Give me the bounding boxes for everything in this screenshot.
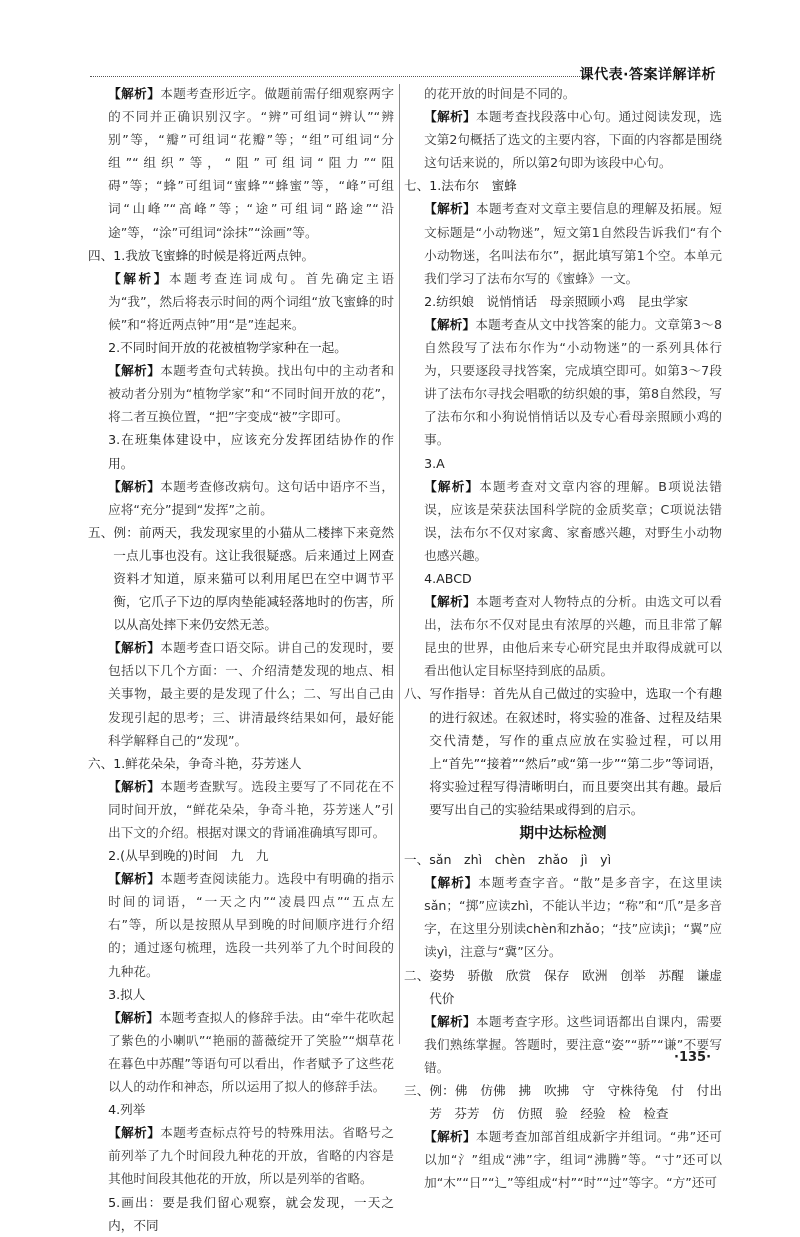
explanation-text: 本题考查字音。“散”是多音字，在这里读sǎn；“掷”应读zhì，不能认半边；“称”和“爪”是多音字，在这里分别读chèn和zhǎo；“技”应读jì；“翼”应读yì，注意与“冀”区分。 [424, 875, 722, 960]
explanation-text: 本题考查默写。选段主要写了不同花在不同时间开放，“鲜花朵朵，争奇斗艳，芬芳迷人”引出下文的介绍。根据对课文的背诵准确填写即可。 [108, 778, 395, 840]
answer-line: 七、1.法布尔 蜜蜂 [404, 178, 517, 194]
explanation-text: 本题考查连词成句。首先确定主语为“我”，然后将表示时间的两个词组“放飞蜜蜂的时候”和“将近两点钟”用“是”连起来。 [108, 270, 395, 332]
analysis-tag: 【解析】 [108, 1125, 161, 1141]
answer-line: 3.在班集体建设中，应该充分发挥团结协作的作用。 [108, 432, 394, 471]
answer-line: 一、sǎn zhì chèn zhǎo jì yì [404, 852, 612, 868]
answer-line: 2.不同时间开放的花被植物学家种在一起。 [108, 340, 347, 356]
analysis-tag: 【解析】 [424, 1013, 477, 1029]
right-column [404, 82, 735, 1195]
explanation-paragraph [404, 1010, 722, 1079]
analysis-tag: 【解析】 [108, 1009, 159, 1025]
analysis-tag: 【解析】 [424, 594, 477, 610]
explanation-text: 本题考查口语交际。讲自己的发现时，要包括以下几个方面：一、介绍清楚发现的地点、相关事物，最主要的是发现了什么；二、写出自己由发现引起的思考；三、讲清最终结果如何，最好能科学解释自己的“发现”。 [108, 640, 395, 748]
explanation-text: 本题考查句式转换。找出句中的主动者和被动者分别为“植物学家”和“不同时间开放的花”，将二者互换位置，“把”字变成“被”字即可。 [108, 363, 395, 425]
explanation-text: 的花开放的时间是不同的。 [424, 86, 576, 101]
explanation-text: 本题考查对文章主要信息的理解及拓展。短文标题是“小动物迷”，短文第1自然段告诉我们“有个小动物迷，名叫法布尔”，据此填写第1个空。本单元我们学习了法布尔写的《蜜蜂》一文。 [424, 201, 723, 286]
analysis-tag: 【解析】 [424, 316, 476, 332]
analysis-tag: 【解析】 [108, 86, 161, 101]
explanation-paragraph [88, 267, 394, 336]
analysis-tag: 【解析】 [108, 778, 161, 794]
answer-line: 2.纺织娘 说悄悄话 母亲照顾小鸡 昆虫学家 [424, 293, 689, 309]
answer-line: 三、例：佛 仿佛 拂 吹拂 守 守株待兔 付 付出 芳 芬芳 仿 仿照 验 经验 检 检查 [404, 1083, 735, 1122]
left-column [88, 82, 394, 1237]
explanation-text: 本题考查拟人的修辞手法。由“牵牛花吹起了紫色的小喇叭”“艳丽的蔷薇绽开了笑脸”“烟草花在暮色中苏醒”等语句可以看出，作者赋予了这些花以人的动作和神态，所以运用了拟人的修辞手法。 [108, 1009, 395, 1095]
explanation-paragraph [404, 1125, 722, 1194]
answer-line: 四、1.我放飞蜜蜂的时候是将近两点钟。 [88, 247, 315, 263]
answer-line: 5.画出：要是我们留心观察，就会发现，一天之内，不同 [108, 1194, 394, 1233]
answer-line: 4.列举 [108, 1102, 146, 1118]
explanation-text: 本题考查阅读能力。选段中有明确的指示时间的词语，“一天之内”“凌晨四点”“五点左右”等，所以是按照从早到晚的时间顺序进行介绍的；通过逐句梳理，选段一共列举了九个时间段的九种花。 [108, 871, 395, 979]
analysis-tag: 【解析】 [108, 270, 169, 286]
analysis-tag: 【解析】 [424, 109, 477, 125]
explanation-paragraph [88, 82, 394, 244]
explanation-text: 本题考查修改病句。这句话中语序不当，应将“充分”提到“发挥”之前。 [108, 478, 395, 517]
page-number: ·135· [674, 1050, 712, 1065]
answer-line: 4.ABCD [424, 570, 472, 586]
analysis-tag: 【解析】 [108, 478, 161, 494]
explanation-text: 本题考查标点符号的特殊用法。省略号之前列举了九个时间段九种花的开放，省略的内容是其他时间段其他花的开放，所以是列举的省略。 [108, 1125, 395, 1187]
explanation-paragraph [88, 636, 394, 751]
explanation-paragraph [88, 1006, 394, 1098]
explanation-paragraph [88, 775, 394, 844]
header-dotted-rule [90, 76, 588, 77]
analysis-tag: 【解析】 [424, 875, 479, 891]
explanation-text: 本题考查从文中找答案的能力。文章第3～8自然段写了法布尔作为“小动物迷”的一系列具体行为，只要逐段寻找答案，完成填空即可。如第3～7段讲了法布尔寻找会唱歌的纺织娘的事，第8自然段，写了法布尔和小狗说悄悄话以及专心看母亲照顾小鸡的事。 [424, 316, 722, 448]
answer-line: 六、1.鲜花朵朵，争奇斗艳，芬芳迷人 [88, 755, 302, 771]
analysis-tag: 【解析】 [108, 871, 161, 887]
section-title: 期中达标检测 [519, 826, 607, 842]
analysis-tag: 【解析】 [424, 201, 477, 217]
explanation-text: 本题考查形近字。做题前需仔细观察两字的不同并正确识别汉字。“辨”可组词“辨认”“辨别”等，“瓣”可组词“花瓣”等；“组”可组词“分组”“组织”等，“阻”可组词“阻力”“阻碍”等；“蜂”可组词“蜜蜂”“蜂蜜”等，“峰”可组词“山峰”“高峰”等；“途”可组词“路途”“沿途”等，“涂”可组词“涂抹”“涂画”等。 [108, 86, 395, 240]
explanation-paragraph [404, 475, 722, 567]
explanation-paragraph [88, 475, 394, 521]
explanation-paragraph [404, 313, 722, 452]
answer-line: 2.(从早到晚的)时间 九 九 [108, 848, 269, 864]
analysis-tag: 【解析】 [108, 363, 161, 379]
answer-line: 八、写作指导：首先从自己做过的实验中，选取一个有趣的进行叙述。在叙述时，将实验的准备、过程及结果交代清楚，写作的重点应放在实验过程，可以用上“首先”“接着”“然后”或“第一步”“第二步”等词语，将实验过程写得清晰明白，而且要突出其有趣。最后要写出自己的实验结果或得到的启示。 [404, 686, 722, 817]
explanation-text: 本题考查对人物特点的分析。由选文可以看出，法布尔不仅对昆虫有浓厚的兴趣，而且非常了解昆虫的世界，由他后来专心研究昆虫并取得成就可以看出他认定目标坚持到底的品质。 [424, 594, 723, 679]
answer-line: 3.拟人 [108, 986, 146, 1002]
header-title: 课代表·答案详解详析 [579, 67, 716, 83]
explanation-paragraph [404, 871, 722, 963]
explanation-paragraph [404, 82, 722, 105]
answer-line: 二、姿势 骄傲 欣赏 保存 欧洲 创举 苏醒 谦虚 代价 [404, 967, 735, 1006]
explanation-paragraph [404, 590, 722, 682]
answer-line: 3.A [424, 455, 445, 471]
column-divider [399, 84, 400, 1044]
explanation-paragraph [404, 197, 722, 289]
explanation-paragraph [88, 1121, 394, 1190]
answer-line: 五、例：前两天，我发现家里的小猫从二楼摔下来竟然一点儿事也没有。这让我很疑惑。后来通过上网查资料才知道，原来猫可以利用尾巴在空中调节平衡，它爪子下边的厚肉垫能减轻落地时的伤害，所以从高处摔下来仍安然无恙。 [88, 524, 394, 633]
analysis-tag: 【解析】 [108, 640, 161, 656]
explanation-paragraph [404, 105, 722, 174]
explanation-text: 本题考查加部首组成新字并组词。“弗”还可以加“氵”组成“沸”字，组词“沸腾”等。“寸”还可以加“木”“日”“辶”等组成“村”“时”“过”等字。“方”还可 [424, 1129, 722, 1191]
explanation-text: 本题考查字形。这些词语都出自课内，需要我们熟练掌握。答题时，要注意“姿”“骄”“谦”不要写错。 [424, 1013, 723, 1075]
analysis-tag: 【解析】 [424, 478, 480, 494]
explanation-paragraph [88, 867, 394, 982]
explanation-text: 本题考查对文章内容的理解。B项说法错误，应该是荣获法国科学院的金质奖章；C项说法错误，法布尔不仅对家禽、家畜感兴趣，对野生小动物也感兴趣。 [424, 478, 723, 563]
explanation-text: 本题考查找段落中心句。通过阅读发现，选文第2句概括了选文的主要内容，下面的内容都是围绕这句话来说的，所以第2句即为该段中心句。 [424, 109, 723, 171]
analysis-tag: 【解析】 [424, 1129, 476, 1145]
explanation-paragraph [88, 359, 394, 428]
